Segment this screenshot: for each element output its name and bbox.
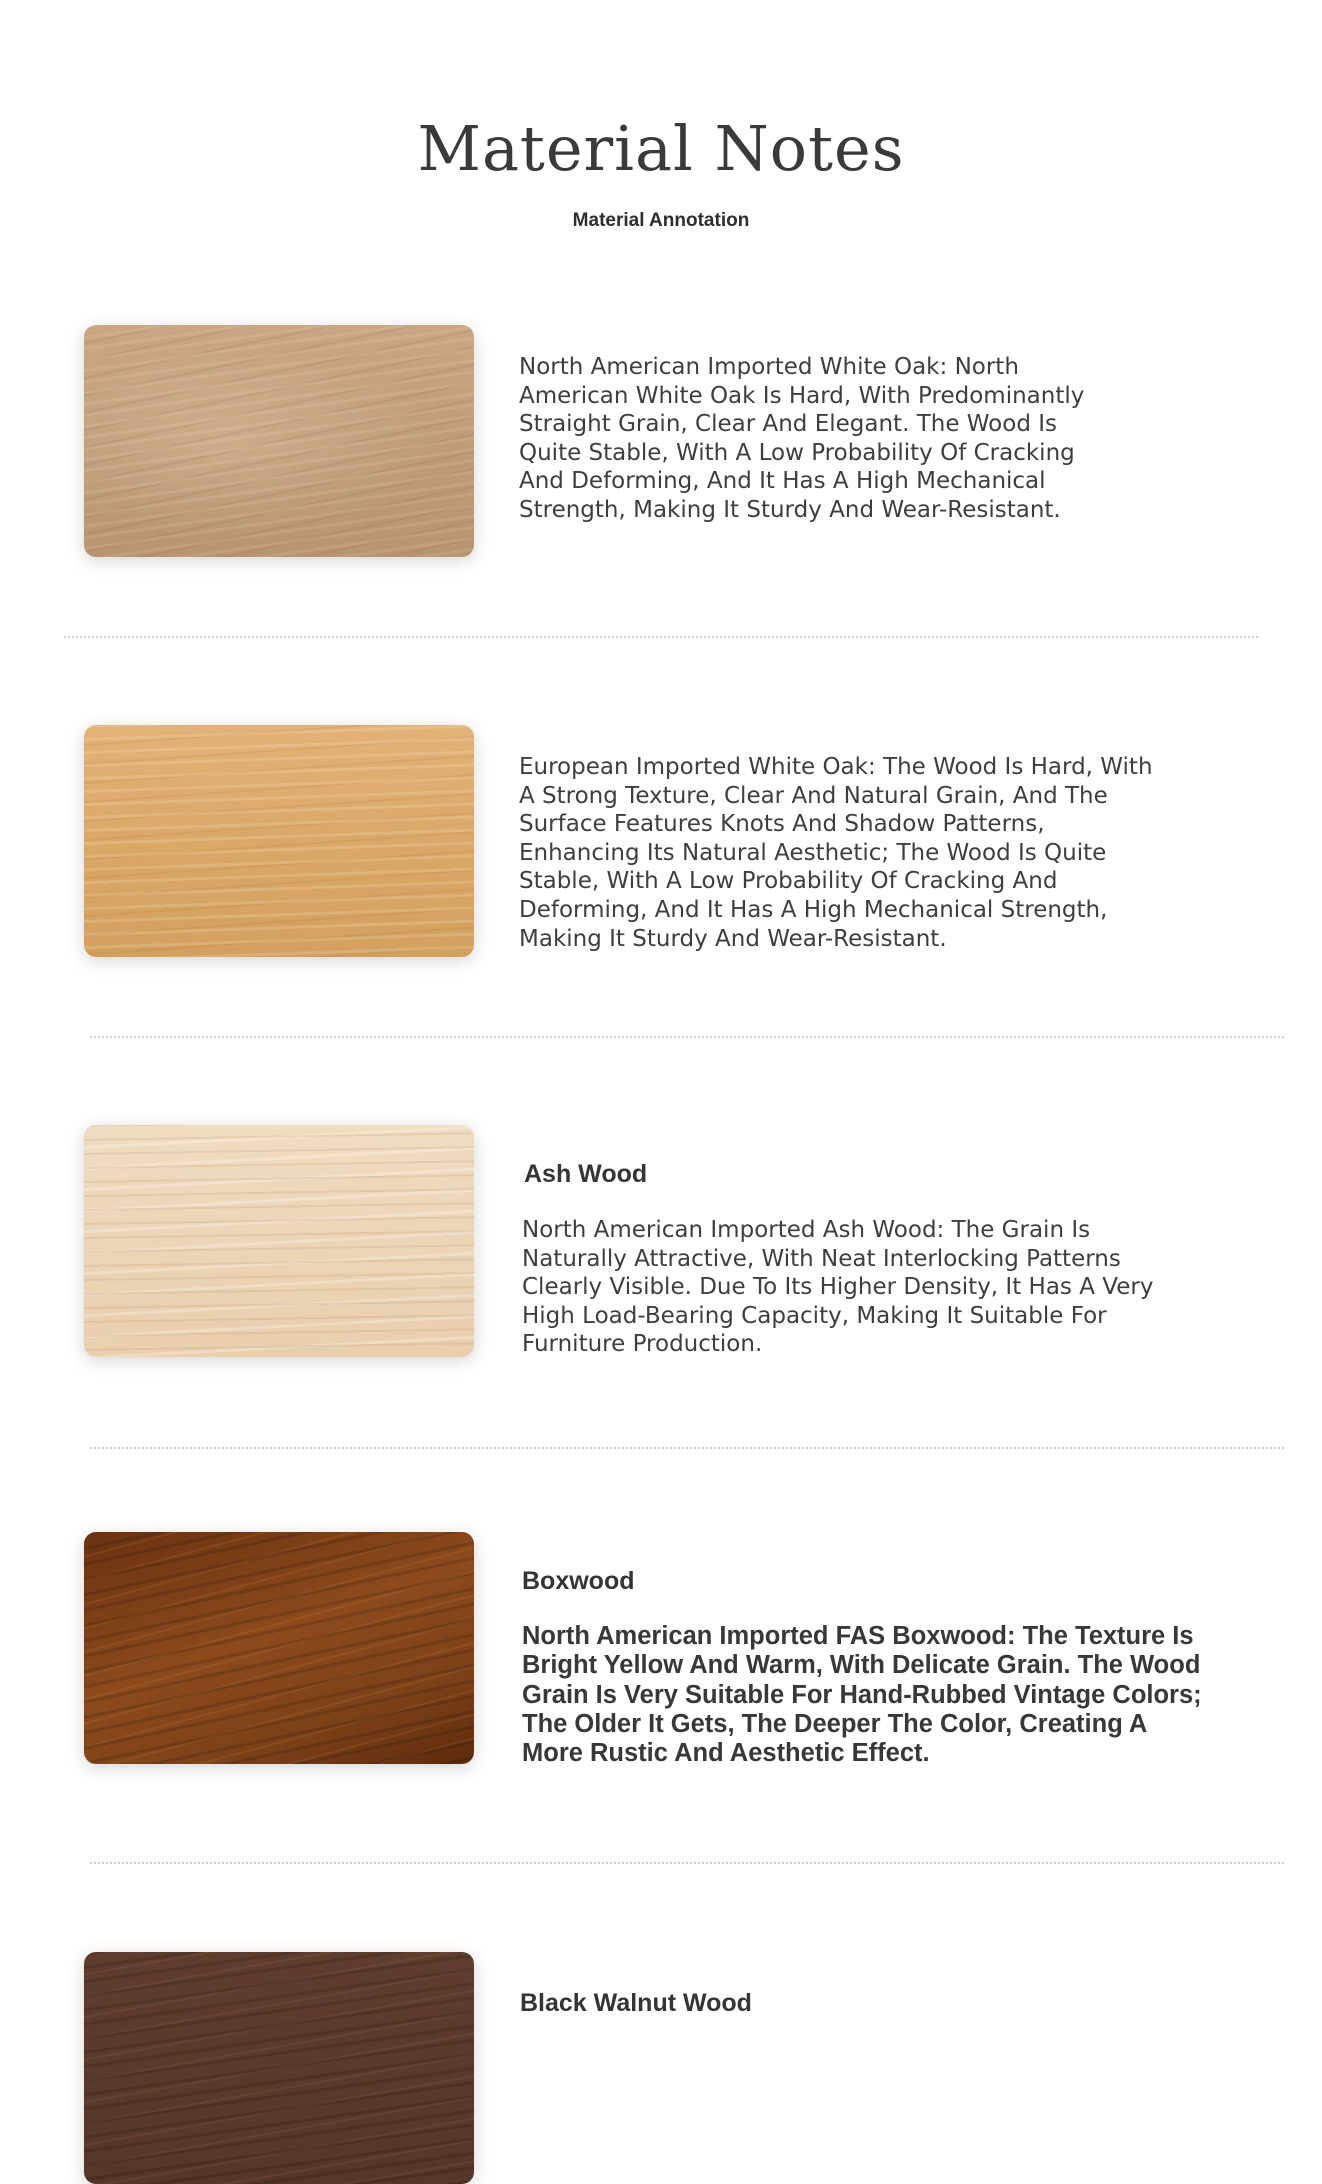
section-divider [64, 636, 1258, 638]
page-title: Material Notes [417, 112, 905, 185]
material-description: North American Imported White Oak: North American White Oak Is Hard, With Predominantly Straight Grain, Clear And Elegant. The Wood Is Quite Stable, With A Low Probability Of Cracking And Deforming, And It Has A High Mechanical Strength, Making It Sturdy And Wear-Resistant. [519, 354, 1085, 523]
walnut-texture-icon [84, 1952, 474, 2184]
material-heading: Ash Wood [524, 1160, 648, 1188]
material-description: North American Imported FAS Boxwood: The Texture Is Bright Yellow And Warm, With Delicate Grain. The Wood Grain Is Very Suitable For Hand-Rubbed Vintage Colors; The Older It Gets, The Deeper The Color, Creating A More Rustic And Aesthetic Effect. [522, 1622, 1202, 1768]
material-description: North American Imported Ash Wood: The Grain Is Naturally Attractive, With Neat Interlocking Patterns Clearly Visible. Due To Its Higher Density, It Has A Very High Load-Bearing Capacity, Making It Suitable For Furniture Production. [522, 1217, 1154, 1358]
wood-swatch-image [84, 725, 474, 957]
material-heading: Boxwood [522, 1567, 635, 1595]
material-heading: Black Walnut Wood [520, 1989, 752, 2017]
section-divider [90, 1447, 1284, 1449]
section-divider [90, 1036, 1284, 1038]
wood-swatch-image [84, 1125, 474, 1357]
page-subtitle: Material Annotation [572, 210, 750, 231]
material-description: European Imported White Oak: The Wood Is Hard, With A Strong Texture, Clear And Natural Grain, And The Surface Features Knots And Shadow Patterns, Enhancing Its Natural Aesthetic; The Wood Is Quite Stable, With A Low Probability Of Cracking And Deforming, And It Has A High Mechanical Strength, Making It Sturdy And Wear-Resistant. [519, 754, 1153, 952]
wood-swatch-image [84, 1532, 474, 1764]
wood-swatch-image [84, 1952, 474, 2184]
european-oak-texture-icon [84, 725, 474, 957]
white-oak-texture-icon [84, 325, 474, 557]
ash-wood-texture-icon [84, 1125, 474, 1357]
boxwood-texture-icon [84, 1532, 474, 1764]
section-divider [90, 1862, 1284, 1864]
wood-swatch-image [84, 325, 474, 557]
